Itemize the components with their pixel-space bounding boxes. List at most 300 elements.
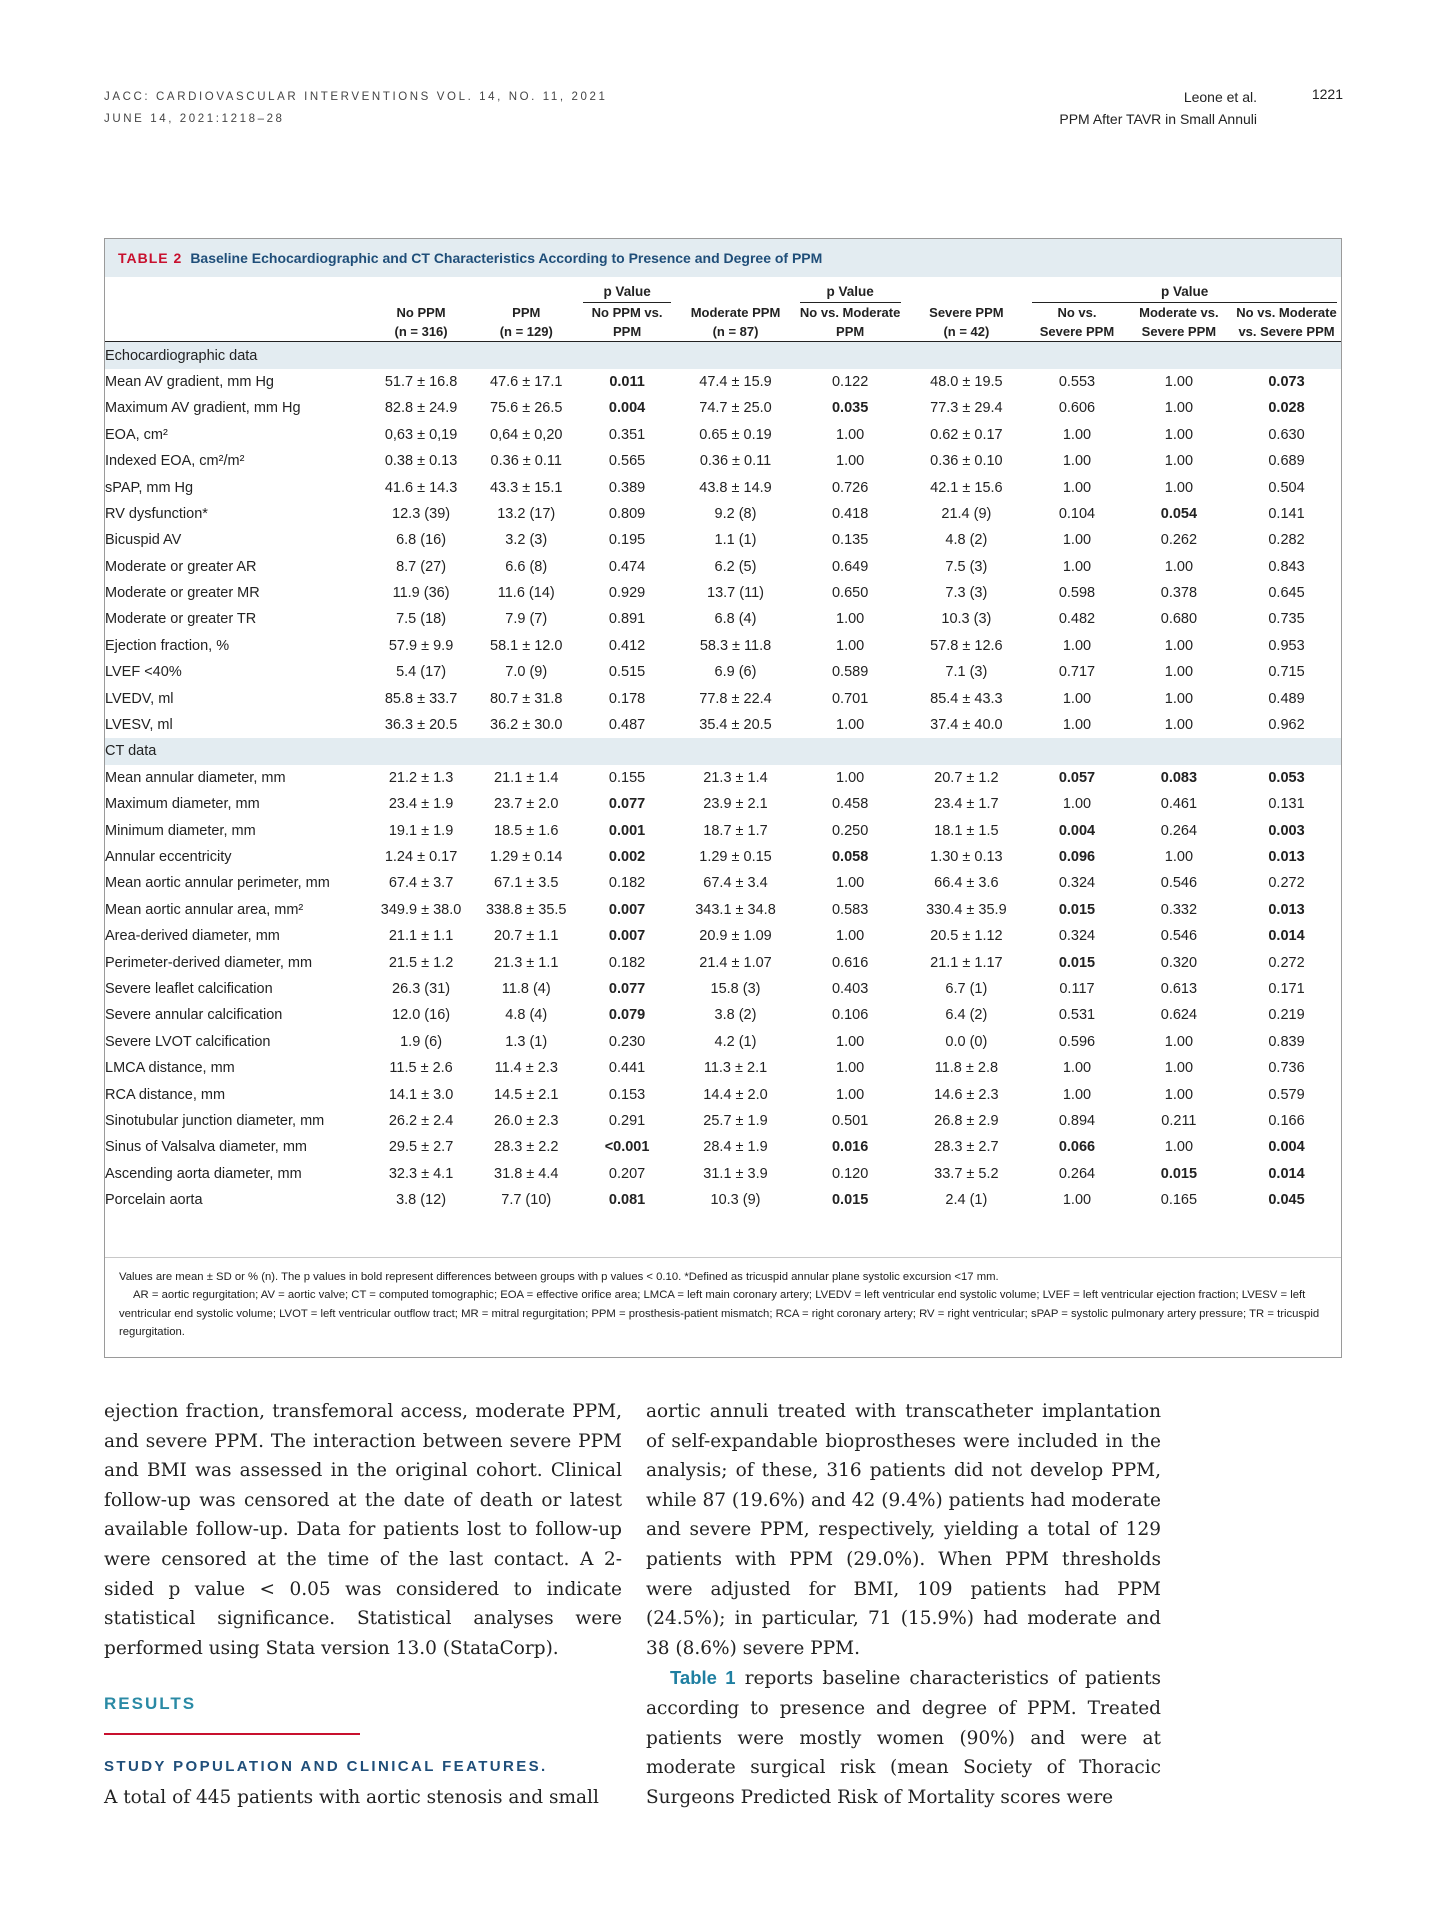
table-cell: 0.004 [1058,822,1096,839]
table-cell: 1.00 [1164,1033,1194,1050]
table-row [105,1108,1341,1134]
table-row [105,1055,1341,1081]
table-cell: 4.8 (2) [945,532,988,549]
table-cell: 0.461 [1160,796,1198,813]
column-header: No PPM (n = 316) [368,303,473,342]
table-cell: 0.262 [1160,532,1198,549]
table-cell: 36.3 ± 20.5 [384,717,458,734]
table-cell: 7.5 (3) [945,558,988,575]
page-number: 1221 [1311,86,1343,102]
table-cell: 6.2 (5) [714,558,757,575]
row-label: Area-derived diameter, mm [105,928,280,945]
table-cell: 1.00 [1062,690,1092,707]
table-cell: 0.219 [1268,1007,1305,1024]
table-cell: 10.3 (9) [710,1192,761,1209]
table-cell: 0.015 [1058,954,1096,971]
table-cell: 67.1 ± 3.5 [494,875,559,892]
table-cell: 0.207 [608,1165,646,1182]
table-cell: 26.2 ± 2.4 [388,1112,454,1129]
table-cell: 0.081 [608,1192,646,1209]
table-cell: 0.007 [608,901,646,918]
table-cell: 0.418 [831,505,869,522]
column-header-row [105,303,1341,342]
table-row [105,844,1341,870]
table-cell: 0.579 [1268,1086,1305,1103]
table-cell: 0.962 [1268,717,1305,734]
table-cell: 11.3 ± 2.1 [703,1060,768,1077]
table-cell: 0.120 [831,1165,869,1182]
table-cell: 1.24 ± 0.17 [384,849,458,865]
table-cell: 0.013 [1268,849,1305,865]
row-label: Moderate or greater AR [105,558,257,575]
table-cell: 0.079 [608,1007,646,1024]
table-cell: 0.735 [1268,611,1305,628]
table-2-box [104,238,1342,1358]
table-cell: 11.9 (36) [392,585,450,602]
table-cell: 0.282 [1268,532,1305,549]
group-header-pvalue-1: p Value [579,277,676,303]
table-cell: 4.2 (1) [714,1033,757,1050]
table-cell: 0.441 [608,1060,646,1077]
running-header-right [1059,86,1257,130]
table-cell: 0.004 [1268,1139,1305,1156]
table-cell: 41.6 ± 14.3 [384,479,458,496]
table-cell: 0.324 [1058,928,1096,945]
row-label: Mean aortic annular perimeter, mm [105,875,330,892]
table-row [105,1002,1341,1028]
table-cell: 58.3 ± 11.8 [699,637,772,654]
table-row [105,633,1341,659]
table-cell: 8.7 (27) [396,558,447,575]
table-title: Baseline Echocardiographic and CT Characteristics According to Presence and Degree of PPM [190,250,823,266]
table-cell: 51.7 ± 16.8 [384,373,458,390]
table-cell: 0.596 [1058,1033,1096,1050]
table-cell: 1.00 [1164,637,1194,654]
table-cell: 20.7 ± 1.2 [934,769,999,786]
column-header: Moderate vs. Severe PPM [1126,303,1232,342]
table-cell: 1.00 [1164,664,1194,681]
table-cell: 43.8 ± 14.9 [699,479,772,496]
table-cell: 0.131 [1268,796,1305,813]
body-paragraph: aortic annuli treated with transcatheter implantation of self-expandable bioprostheses were included in the analysis; of these, 316 patients did not develop PPM, while 87 (19.6%) and 42 (9.4%) patients had moderate and severe PPM, respectively, yielding a total of 129 patients with PPM (29.0%). When PPM thresholds were adjusted for BMI, 109 patients had PPM (24.5%); in particular, 71 (15.9%) had moderate and 38 (8.6%) severe PPM. [646,1401,1161,1659]
row-label: Mean annular diameter, mm [105,769,286,786]
table-cell: 29.5 ± 2.7 [388,1139,454,1156]
table-footnote [105,1257,1341,1342]
table-cell: 0.077 [608,796,646,813]
table-cell: 0.553 [1058,373,1096,390]
column-header: No vs. Moderate PPM [796,303,905,342]
table-cell: 23.7 ± 2.0 [494,796,559,813]
table-row [105,685,1341,711]
table-cell: 0.613 [1160,980,1198,997]
table-cell: 0,63 ± 0,19 [384,426,458,443]
table-cell: 0.073 [1268,373,1305,390]
table-cell: 0.166 [1268,1112,1305,1129]
table-cell: 14.4 ± 2.0 [703,1086,768,1103]
table-cell: 1.00 [1164,479,1194,496]
table-cell: 0.045 [1268,1192,1305,1209]
table-cell: 0.035 [831,400,869,417]
row-label: Porcelain aorta [105,1192,203,1209]
table-cell: 0.62 ± 0.17 [930,426,1003,443]
table-cell: 1.00 [1062,1192,1092,1209]
table-cell: 0.178 [608,690,646,707]
table-cell: 19.1 ± 1.9 [388,822,454,839]
table-cell: 0.066 [1058,1139,1096,1156]
table-cell: 1.9 (6) [400,1033,443,1050]
table-cell: 2.4 (1) [945,1192,988,1209]
table-cell: 1.00 [1164,717,1194,734]
table-cell: 1.3 (1) [505,1033,548,1050]
table-cell: 0.351 [608,426,646,443]
table-cell: 23.4 ± 1.7 [934,796,999,813]
row-label: sPAP, mm Hg [105,479,194,496]
table-cell: 0.230 [608,1033,646,1050]
table-cell: 0.589 [831,664,869,681]
table-cell: 1.00 [1164,453,1194,470]
table-row [105,501,1341,527]
table-cell: 6.9 (6) [714,664,757,681]
table-cell: 0.606 [1058,400,1096,417]
table-cell: 6.6 (8) [505,558,548,575]
table-row [105,580,1341,606]
table-cell: 26.3 (31) [392,980,451,997]
table-cell: 1.00 [1164,1139,1194,1156]
table-row [105,527,1341,553]
section-title: CT data [105,738,1341,764]
table-cell: 0.809 [608,505,646,522]
table-cell: 0.171 [1268,980,1305,997]
column-header: Moderate PPM (n = 87) [675,303,795,342]
results-heading: RESULTS [104,1694,197,1713]
row-label: Mean aortic annular area, mm² [105,901,304,918]
table-cell: 1.00 [1062,532,1092,549]
table-cell: 43.3 ± 15.1 [490,479,563,496]
row-label: EOA, cm² [105,426,168,443]
table-cell: 0.412 [608,637,646,654]
table-cell: 0.014 [1268,928,1305,945]
table-cell: 1.00 [1164,373,1194,390]
table-row [105,870,1341,896]
table-cell: 21.1 ± 1.4 [494,769,559,786]
table-row [105,1029,1341,1055]
table-cell: 0.001 [608,822,646,839]
table-cell: 4.8 (4) [505,1007,548,1024]
table-cell: 18.5 ± 1.6 [494,822,559,839]
table-cell: 10.3 (3) [941,611,992,628]
row-label: Indexed EOA, cm²/m² [105,453,245,470]
table-cell: 338.8 ± 35.5 [485,901,567,918]
table-cell: 0.135 [831,532,869,549]
table-cell: 6.8 (16) [396,532,447,549]
group-header-row [105,277,1341,303]
table-cell: 7.3 (3) [945,585,988,602]
table-cell: 21.3 ± 1.4 [703,769,768,786]
row-label: Severe LVOT calcification [105,1033,271,1050]
table-cell: 0.489 [1268,690,1305,707]
table-cell: 1.00 [1062,717,1092,734]
table-cell: 48.0 ± 19.5 [930,373,1003,390]
table-cell: 0.028 [1268,400,1305,417]
table-cell: 20.5 ± 1.12 [930,928,1003,945]
table-cell: 57.9 ± 9.9 [388,637,454,654]
table-cell: 33.7 ± 5.2 [934,1165,999,1182]
table-cell: 13.2 (17) [497,505,556,522]
table-cell: 1.00 [1164,1060,1194,1077]
table-cell: 21.4 ± 1.07 [699,954,772,971]
table-row [105,369,1341,395]
row-label: Moderate or greater MR [105,585,260,602]
table-row [105,1134,1341,1160]
table-cell: 1.00 [836,1086,865,1103]
table-cell: 0.015 [1160,1165,1198,1182]
table-row [105,1081,1341,1107]
table-cell: 0.565 [608,453,646,470]
group-header-pvalue-2: p Value [796,277,905,303]
body-column-left-top: ejection fraction, transfemoral access, moderate PPM, and severe PPM. The interaction between severe PPM and BMI was assessed in the original cohort. Clinical follow-up was censored at the date of death or latest available follow-up. Data for patients lost to follow-up were censored at the time of the last contact. A 2-sided p value < 0.05 was considered to indicate statistical significance. Statistical analyses were performed using Stata version 13.0 (StataCorp). [104,1401,622,1659]
table-cell: 12.0 (16) [392,1007,451,1024]
table-cell: 0.141 [1268,505,1305,522]
table-cell: 37.4 ± 40.0 [930,717,1003,734]
table-row [105,897,1341,923]
table-row [105,765,1341,791]
table-row [105,422,1341,448]
table-cell: 1.00 [1062,1086,1092,1103]
table-cell: 1.00 [1164,400,1194,417]
table-cell: <0.001 [604,1139,650,1156]
table-cell: 0.736 [1268,1060,1305,1077]
table-cell: 31.1 ± 3.9 [703,1165,768,1182]
row-label: Maximum diameter, mm [105,796,260,813]
table-cell: 58.1 ± 12.0 [490,637,563,654]
table-cell: 0.504 [1268,479,1305,496]
row-label: LVEDV, ml [105,690,174,707]
table-cell: 0.717 [1058,664,1096,681]
table-cell: 1.00 [1062,637,1092,654]
table-cell: 6.7 (1) [945,980,988,997]
table-cell: 21.5 ± 1.2 [388,954,454,971]
table-cell: 0.645 [1268,585,1305,602]
column-header: No vs. Severe PPM [1028,303,1126,342]
table-cell: 21.1 ± 1.17 [930,954,1003,971]
table-row [105,659,1341,685]
table-cell: 75.6 ± 26.5 [490,400,563,417]
table-cell: 0.843 [1268,558,1305,575]
table-cell: 5.4 (17) [396,664,447,681]
table-cell: 1.00 [1062,796,1092,813]
table-cell: 26.8 ± 2.9 [934,1112,999,1129]
table-cell: 1.00 [1164,1086,1194,1103]
table-cell: 0.953 [1268,637,1305,654]
table-cell: 3.8 (2) [714,1007,757,1024]
table-cell: 28.3 ± 2.7 [934,1139,999,1156]
table-cell: 3.2 (3) [505,532,548,549]
table-cell: 32.3 ± 4.1 [388,1165,454,1182]
table-cell: 0.195 [608,532,646,549]
table-cell: 0,64 ± 0,20 [490,426,563,443]
table-cell: 0.264 [1160,822,1198,839]
authors: Leone et al. [1183,89,1257,105]
table-cell: 23.9 ± 2.1 [703,796,768,813]
table-cell: 11.8 (4) [501,980,551,997]
row-label: Bicuspid AV [105,532,182,549]
table-cell: 9.2 (8) [714,505,757,522]
table-cell: 15.8 (3) [710,980,761,997]
table-cell: 1.00 [1062,426,1092,443]
table-cell: 74.7 ± 25.0 [699,400,772,417]
table-cell: 67.4 ± 3.4 [703,875,768,892]
table-cell: 1.00 [1062,558,1092,575]
table-cell: 0.083 [1160,769,1198,786]
row-label: LMCA distance, mm [105,1060,235,1077]
table-cell: 0.474 [608,558,646,575]
table-cell: 349.9 ± 38.0 [380,901,462,918]
table-cell: 85.8 ± 33.7 [384,690,458,707]
table-cell: 85.4 ± 43.3 [930,690,1003,707]
table-cell: 0.011 [609,373,645,390]
table-cell: 0.054 [1160,505,1198,522]
table-cell: 0.839 [1268,1033,1305,1050]
table-cell: 0.058 [831,849,869,865]
table-cell: 0.891 [608,611,646,628]
table-cell: 0.324 [1058,875,1096,892]
table-cell: 0.598 [1058,585,1096,602]
body-column-right [646,1397,1161,1812]
table-cell: 0.250 [831,822,869,839]
table-cell: 0.106 [831,1007,869,1024]
table-row [105,1161,1341,1187]
row-label: RCA distance, mm [105,1086,226,1103]
row-label: Severe annular calcification [105,1007,283,1024]
table-cell: 0.165 [1160,1192,1198,1209]
table-cell: 0.38 ± 0.13 [384,453,458,470]
table-row [105,712,1341,738]
table-cell: 0.014 [1268,1165,1305,1182]
table-cell: 0.65 ± 0.19 [699,426,772,443]
abbreviations-text: AR = aortic regurgitation; AV = aortic valve; CT = computed tomographic; EOA = effective orifice area; LMCA = left main coronary artery; LVEDV = left ventricular end systolic volume; LVEF = left ventricular ejection fraction; LVESV = left ventricular end systolic volume; LVOT = left ventricular outflow tract; MR = mitral regurgitation; PPM = prosthesis-patient mismatch; RCA = right coronary artery; RV = right ventricular; sPAP = systolic pulmonary artery pressure; TR = tricuspid regurgitation. [119,1289,1320,1339]
table-cell: 0.004 [608,400,646,417]
column-header: Severe PPM (n = 42) [905,303,1029,342]
results-rule [104,1733,360,1735]
table-cell: 0.650 [831,585,869,602]
table-cell: 0.894 [1058,1112,1096,1129]
table-cell: 18.1 ± 1.5 [934,822,999,839]
table-cell: 21.2 ± 1.3 [388,769,454,786]
journal-name: JACC: CARDIOVASCULAR INTERVENTIONS VOL. 14, NO. 11, 2021 [104,91,608,103]
table-row [105,976,1341,1002]
footnote-text: Values are mean ± SD or % (n). The p values in bold represent differences between groups with p values < 0.10. *Defined as tricuspid annular plane systolic excursion <17 mm. [119,1271,999,1283]
table-cell: 1.00 [836,453,865,470]
table-cell: 0.291 [608,1112,646,1129]
table-cell: 1.00 [836,1033,865,1050]
table-cell: 36.2 ± 30.0 [490,717,563,734]
table-cell: 0.546 [1160,875,1198,892]
table-cell: 0.153 [608,1086,646,1103]
table-cell: 1.00 [1164,426,1194,443]
table-cell: 0.0 (0) [945,1033,988,1050]
column-header: No vs. Moderate vs. Severe PPM [1232,303,1341,342]
table-row [105,448,1341,474]
table-cell: 0.104 [1058,505,1096,522]
table-cell: 0.36 ± 0.11 [490,453,562,470]
table-cell: 12.3 (39) [392,505,451,522]
table-cell: 0.007 [608,928,646,945]
running-title: PPM After TAVR in Small Annuli [1059,111,1257,127]
table-cell: 21.1 ± 1.1 [388,928,454,945]
table-cell: 1.00 [1062,453,1092,470]
table-cell: 82.8 ± 24.9 [384,400,458,417]
table-1-link[interactable]: Table 1 [670,1667,736,1689]
row-label: Perimeter-derived diameter, mm [105,954,313,971]
body-paragraph-text: reports baseline characteristics of patients according to presence and degree of PPM. Treated patients were mostly women (90%) and were at moderate surgical risk (mean Society of Thoracic Surgeons Predicted Risk of Mortality scores were [646,1668,1162,1808]
table-cell: 13.7 (11) [707,585,764,602]
table-cell: 0.015 [1058,901,1096,918]
table-cell: 0.501 [831,1112,869,1129]
section-header-row [105,738,1341,764]
table-cell: 57.8 ± 12.6 [930,637,1003,654]
table-cell: 1.00 [836,717,865,734]
row-label: LVESV, ml [105,717,173,734]
table-row [105,1187,1341,1213]
table-cell: 7.0 (9) [505,664,548,681]
table-cell: 0.002 [608,849,646,865]
table-cell: 28.4 ± 1.9 [703,1139,768,1156]
table-cell: 0.531 [1058,1007,1096,1024]
table-cell: 0.680 [1160,611,1198,628]
table-cell: 1.00 [1062,479,1092,496]
row-label: Severe leaflet calcification [105,980,273,997]
table-cell: 77.3 ± 29.4 [930,400,1003,417]
row-label: Minimum diameter, mm [105,822,256,839]
table-cell: 0.583 [831,901,869,918]
row-label: Ascending aorta diameter, mm [105,1165,302,1182]
table-cell: 25.7 ± 1.9 [703,1112,768,1129]
table-row [105,923,1341,949]
table-label: TABLE 2 [118,250,183,266]
table-cell: 31.8 ± 4.4 [494,1165,559,1182]
row-label: Maximum AV gradient, mm Hg [105,400,301,417]
column-header: No PPM vs. PPM [579,303,676,342]
table-cell: 0.689 [1268,453,1305,470]
table-cell: 77.8 ± 22.4 [699,690,772,707]
section-title: Echocardiographic data [105,342,1341,369]
table-cell: 0.053 [1268,769,1305,786]
table-cell: 0.482 [1058,611,1096,628]
table-cell: 1.00 [1062,1060,1092,1077]
table-cell: 0.624 [1160,1007,1198,1024]
subheading: STUDY POPULATION AND CLINICAL FEATURES. [104,1758,548,1775]
table-cell: 7.9 (7) [505,611,548,628]
row-label: Annular eccentricity [105,849,232,865]
table-cell: 0.701 [831,690,869,707]
table-cell: 0.36 ± 0.11 [699,453,772,470]
table-cell: 0.077 [608,980,646,997]
table-cell: 0.013 [1268,901,1305,918]
table-cell: 0.272 [1268,875,1305,892]
table-cell: 11.5 ± 2.6 [389,1060,453,1077]
table-cell: 0.726 [831,479,869,496]
row-label: RV dysfunction* [105,505,208,522]
data-table [105,277,1341,1213]
table-cell: 1.00 [1164,558,1194,575]
table-cell: 1.00 [836,769,865,786]
table-cell: 11.6 (14) [497,585,555,602]
table-cell: 1.00 [836,426,865,443]
table-cell: 0.36 ± 0.10 [930,453,1003,470]
table-row [105,554,1341,580]
table-body [105,342,1341,1213]
table-cell: 23.4 ± 1.9 [388,796,454,813]
